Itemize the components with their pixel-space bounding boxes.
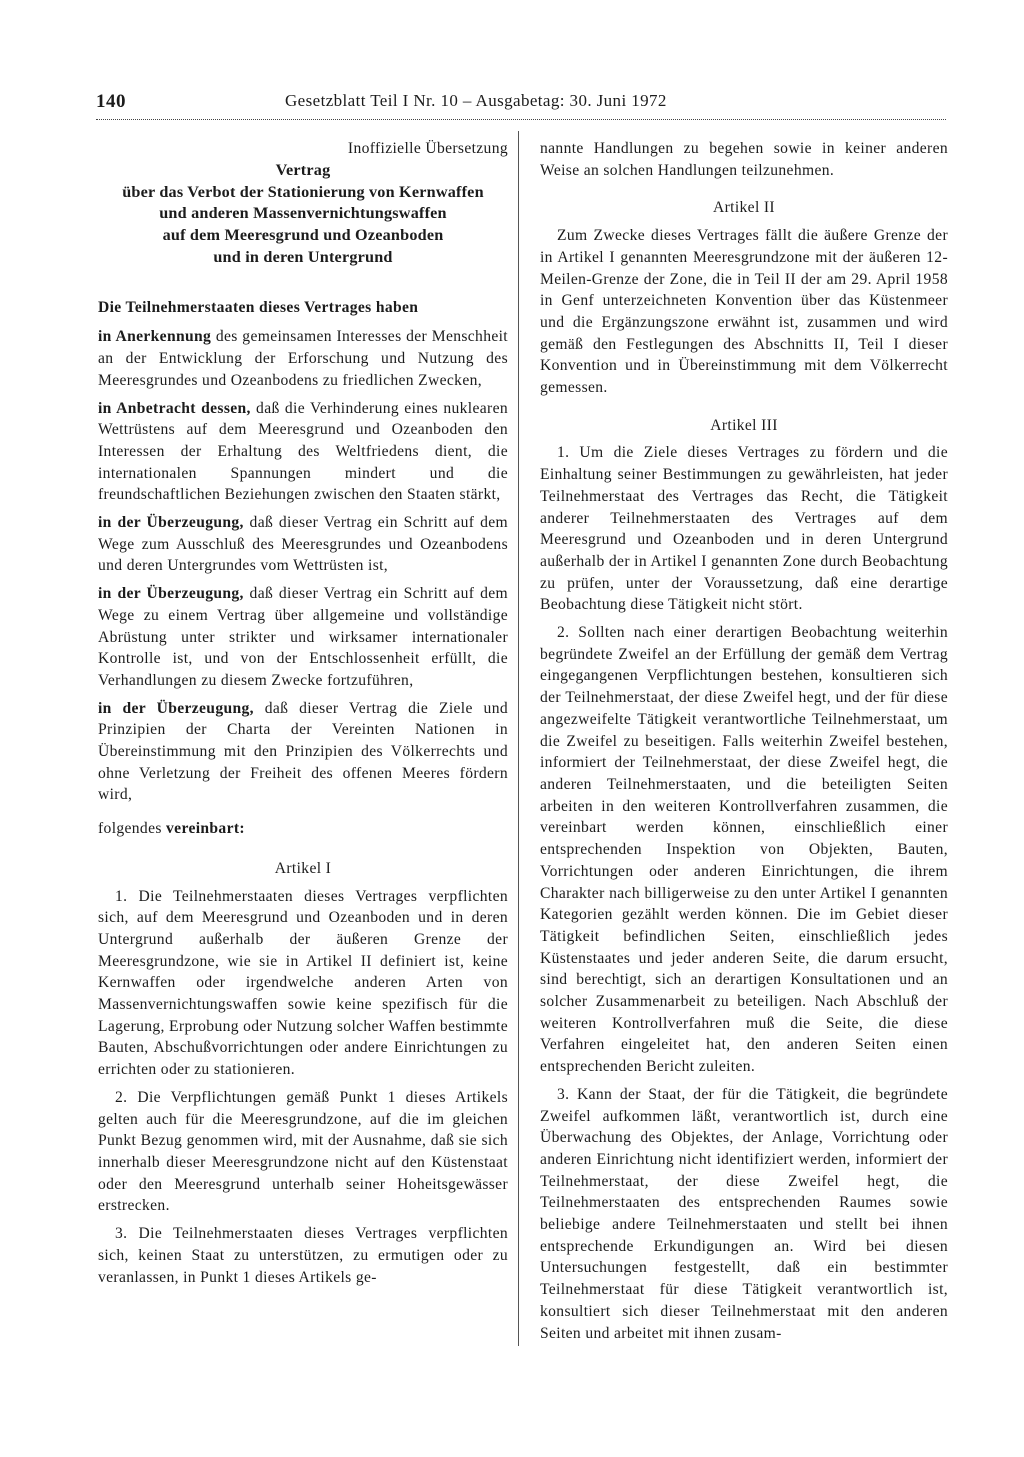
left-column: [98, 138, 508, 1288]
recital-text: daß dieser Vertrag ein Schritt auf dem Wege zum Ausschluß des Meeresgrundes und Ozeanbodens und deren Untergrundes vom Wettrüsten ist,: [98, 514, 508, 575]
title-line: Vertrag: [275, 160, 331, 179]
recital-lead: in der Überzeugung,: [98, 699, 254, 717]
article-heading: Artikel II: [713, 199, 775, 217]
page-number: 140: [96, 91, 126, 112]
right-column: [540, 138, 948, 1344]
recital-lead: in der Überzeugung,: [98, 514, 244, 532]
article-paragraph: 2. Sollten nach einer derartigen Beobachtung weiterhin begründete Zweifel an der Erfüllung der gemäß dem Vertrag eingegangenen Verpflichtungen bestehen, konsultieren sich der Teilnehmerstaat, der diese Zweifel hegt, und der für diese angezweifelte Tätigkeit verantwortliche Teilnehmerstaat, um die Zweifel zu beseitigen. Falls weiterhin Zweifel bestehen, informiert der Teilnehmerstaat, der diese Zweifel hegt, die anderen Teilnehmerstaaten, und die beteiligten Seiten arbeiten in den weiteren Kontrollverfahren zusammen, die vereinbart werden können, einschließlich einer entsprechenden Inspektion von Objekten, Bauten, Vorrichtungen oder anderen Einrichtungen, die ihrem Charakter nach billigerweise zu den unter Artikel I genannten Kategorien gezählt werden können. Die im Gebiet dieser Tätigkeit befindlichen Seiten, einschließlich jedes Küstenstaates und jeder anderen Seite, die darum ersucht, sind berechtigt, sich an derartigen Konsultationen und an solcher Zusammenarbeit zu beteiligen. Nach Abschluß der weiteren Kontrollverfahren muß die Seite, die diese Verfahren eingeleitet hat, den anderen Seiten einen entsprechenden Bericht zuleiten.: [540, 624, 948, 1076]
article-paragraph: 3. Die Teilnehmerstaaten dieses Vertrages verpflichten sich, keinen Staat zu unterstützen, zu ermutigen oder zu veranlassen, in Punkt 1 dieses Artikels ge-: [98, 1225, 508, 1286]
title-line: über das Verbot der Stationierung von Kernwaffen: [122, 182, 484, 201]
continued-text: nannte Handlungen zu begehen sowie in keiner anderen Weise an solchen Handlungen teilzunehmen.: [540, 140, 948, 179]
running-header: Gesetzblatt Teil I Nr. 10 – Ausgabetag: 30. Juni 1972: [285, 91, 667, 110]
agreed-line: [98, 818, 508, 840]
recital-text: daß die Verhinderung eines nuklearen Wettrüstens auf dem Meeresgrund und Ozeanboden den Interessen der Erhaltung des Weltfriedens dient, die internationalen Spannungen mindert und die freundschaftlichen Beziehungen zwischen den Staaten stärkt,: [98, 399, 508, 504]
recital-lead: in der Überzeugung,: [98, 585, 244, 603]
article-paragraph: 1. Die Teilnehmerstaaten dieses Vertrages verpflichten sich, auf dem Meeresgrund und Ozeanboden und in deren Untergrund außerhalb der äußeren Grenze der Meeresgrundzone, wie sie in Artikel II definiert ist, keine Kernwaffen oder irgendwelche anderen Arten von Massenvernichtungswaffen sowie keine spezifisch für die Lagerung, Erprobung oder Nutzung solcher Waffen bestimmte Bauten, Abschußvorrichtungen oder andere Einrichtungen zu errichten oder zu stationieren.: [98, 887, 509, 1079]
treaty-title: [98, 160, 508, 269]
recital: [98, 698, 508, 807]
header-divider: [96, 119, 946, 120]
agreed-prefix: folgendes: [98, 820, 167, 838]
recital-text: des gemeinsamen Interesses der Menschheit an der Entwicklung der Erforschung und Nutzung des Meeresgrundes und Ozeanbodens zu friedlichen Zwecken,: [98, 328, 508, 389]
recital: [98, 398, 508, 507]
recital-text: daß dieser Vertrag die Ziele und Prinzipien der Charta der Vereinten Nationen in Übereinstimmung mit den Prinzipien des Völkerrechts und ohne Verletzung der Freiheit des offenen Meeres fördern wird,: [98, 699, 508, 804]
article-paragraph: 3. Kann der Staat, der für die Tätigkeit, die begründete Zweifel aufkommen läßt, verantwortlich ist, durch eine Überwachung des Objektes, der Anlage, Vorrichtung oder anderen Einrichtung nicht identifiziert werden, informiert der Teilnehmerstaat, der diese Zweifel hegt, die Teilnehmerstaaten des entsprechenden Raumes sowie beliebige andere Teilnehmerstaaten und stellt bei ihnen entsprechende Erkundigungen an. Wird bei diesen Untersuchungen festgestellt, daß ein bestimmter Teilnehmerstaat für diese Tätigkeit verantwortlich ist, konsultiert sich dieser Teilnehmerstaat mit den anderen Seiten und arbeitet mit ihnen zusam-: [540, 1085, 948, 1342]
recital-text: daß dieser Vertrag ein Schritt auf dem Wege zu einem Vertrag über allgemeine und vollständige Abrüstung unter strikter und wirksamer internationaler Kontrolle ist, und von der Entschlossenheit erfüllt, die Verhandlungen zu diesem Zwecke fortzuführen,: [98, 585, 508, 689]
preamble-lead: Die Teilnehmerstaaten dieses Vertrages haben: [98, 298, 419, 316]
recital: [98, 326, 508, 391]
agreed-word: vereinbart:: [166, 820, 245, 838]
article-paragraph: Zum Zwecke dieses Vertrages fällt die äußere Grenze der in Artikel I genannten Meeresgrundzone mit der äußeren 12-Meilen-Grenze der Zone, die in Teil II der am 29. April 1958 in Genf unterzeichneten Konvention über das Küstenmeer und die Ergänzungszone erwähnt ist, zusammen und wird gemäß den Festlegungen des Abschnitts II, Teil I dieser Konvention und in Übereinstimmung mit dem Völkerrecht gemessen.: [540, 227, 948, 397]
title-line: und in deren Untergrund: [213, 247, 393, 266]
recital: [98, 583, 508, 692]
column-divider: [518, 131, 519, 1346]
article-heading: Artikel III: [710, 416, 778, 434]
article-paragraph: 1. Um die Ziele dieses Vertrages zu fördern und die Einhaltung seiner Bestimmungen zu gewährleisten, hat jeder Teilnehmerstaat des Vertrages das Recht, die Tätigkeit anderer Teilnehmerstaaten des Vertrages auf dem Meeresgrund und Ozeanboden und in deren Untergrund außerhalb der in Artikel I genannten Zone durch Beobachtung zu prüfen, unter der Voraussetzung, daß eine derartige Beobachtung diese Tätigkeit nicht stört.: [540, 444, 948, 614]
recital-lead: in Anerkennung: [98, 328, 212, 346]
title-line: auf dem Meeresgrund und Ozeanboden: [162, 226, 444, 245]
unofficial-translation-note: Inoffizielle Übersetzung: [347, 140, 508, 157]
article-paragraph: 2. Die Verpflichtungen gemäß Punkt 1 dieses Artikels gelten auch für die Meeresgrundzone, auf die im gleichen Punkt Bezug genommen wird, mit der Ausnahme, daß sie sich innerhalb dieser Meeresgrundzone nicht auf den Küstenstaat oder den Meeresgrund unterhalb seiner Hoheitsgewässer erstrecken.: [98, 1088, 508, 1215]
title-line: und anderen Massenvernichtungswaffen: [159, 204, 447, 223]
recital-lead: in Anbetracht dessen,: [98, 399, 251, 417]
article-heading: Artikel I: [274, 859, 332, 877]
recital: [98, 512, 508, 577]
